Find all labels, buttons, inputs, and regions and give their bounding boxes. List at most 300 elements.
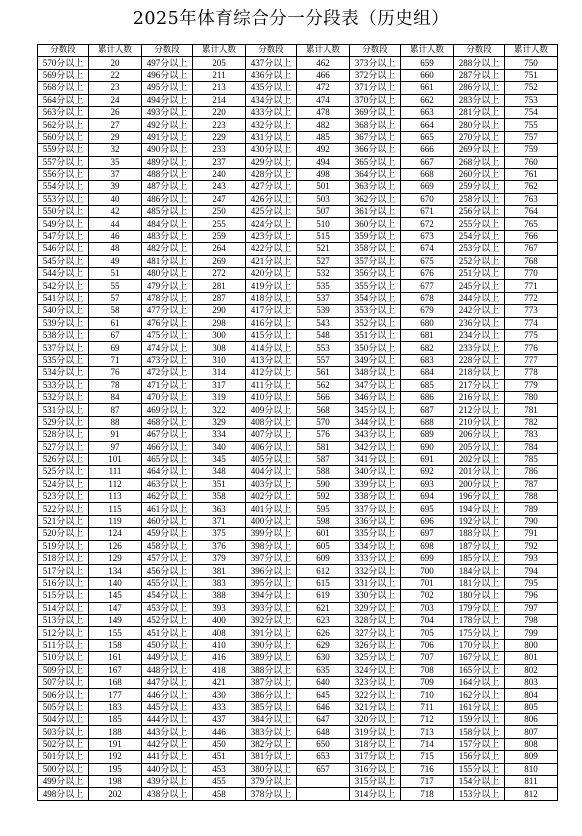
- score-range-cell: 490分以上: [142, 144, 193, 156]
- table-row: [38, 553, 558, 565]
- cumulative-count-cell: 792: [505, 540, 558, 552]
- score-range-cell: 391分以上: [246, 627, 297, 639]
- score-range-cell: 418分以上: [246, 292, 297, 304]
- score-range-cell: 434分以上: [246, 94, 297, 106]
- cumulative-count-cell: 363: [193, 503, 246, 515]
- score-range-cell: 438分以上: [142, 788, 193, 800]
- score-range-cell: 355分以上: [350, 280, 401, 292]
- table-row: [38, 763, 558, 775]
- cumulative-count-cell: 192: [89, 751, 142, 763]
- cumulative-count-cell: 788: [505, 491, 558, 503]
- table-row: [38, 503, 558, 515]
- table-row: [38, 639, 558, 651]
- cumulative-count-cell: 375: [193, 528, 246, 540]
- score-range-cell: 361分以上: [350, 206, 401, 218]
- cumulative-count-cell: 650: [297, 738, 350, 750]
- cumulative-count-cell: 61: [89, 317, 142, 329]
- cumulative-count-cell: 774: [505, 317, 558, 329]
- score-range-cell: 499分以上: [38, 776, 89, 788]
- score-range-cell: 320分以上: [350, 714, 401, 726]
- table-row: [38, 714, 558, 726]
- cumulative-count-cell: 214: [193, 94, 246, 106]
- score-range-cell: 519分以上: [38, 540, 89, 552]
- cumulative-count-cell: 802: [505, 664, 558, 676]
- score-range-cell: 188分以上: [454, 528, 505, 540]
- cumulative-count-cell: 478: [297, 106, 350, 118]
- table-row: [38, 243, 558, 255]
- cumulative-count-cell: 581: [297, 441, 350, 453]
- score-range-cell: 401分以上: [246, 503, 297, 515]
- cumulative-count-cell: 688: [401, 416, 454, 428]
- score-range-cell: 468分以上: [142, 416, 193, 428]
- score-range-cell: 485分以上: [142, 206, 193, 218]
- score-range-cell: 447分以上: [142, 676, 193, 688]
- score-range-cell: 550分以上: [38, 206, 89, 218]
- score-range-cell: 524分以上: [38, 478, 89, 490]
- score-range-cell: 259分以上: [454, 181, 505, 193]
- cumulative-count-cell: 113: [89, 491, 142, 503]
- score-range-cell: 433分以上: [246, 106, 297, 118]
- table-row: [38, 453, 558, 465]
- table-row: [38, 131, 558, 143]
- cumulative-count-cell: 430: [193, 689, 246, 701]
- cumulative-count-cell: 101: [89, 453, 142, 465]
- score-range-cell: 478分以上: [142, 292, 193, 304]
- score-range-cell: 559分以上: [38, 144, 89, 156]
- score-range-cell: 541分以上: [38, 292, 89, 304]
- score-range-cell: 445分以上: [142, 701, 193, 713]
- cumulative-count-cell: 664: [401, 119, 454, 131]
- score-range-cell: 206分以上: [454, 429, 505, 441]
- cumulative-count-cell: 659: [401, 57, 454, 69]
- score-range-cell: 196分以上: [454, 491, 505, 503]
- cumulative-count-cell: 590: [297, 478, 350, 490]
- cumulative-count-cell: 775: [505, 329, 558, 341]
- cumulative-count-cell: 358: [193, 491, 246, 503]
- score-range-cell: 153分以上: [454, 788, 505, 800]
- cumulative-count-cell: 22: [89, 69, 142, 81]
- score-range-cell: 425分以上: [246, 206, 297, 218]
- score-range-cell: 450分以上: [142, 639, 193, 651]
- table-row: [38, 156, 558, 168]
- score-range-cell: 557分以上: [38, 156, 89, 168]
- score-range-cell: 522分以上: [38, 503, 89, 515]
- score-range-cell: 242分以上: [454, 305, 505, 317]
- score-range-cell: 329分以上: [350, 602, 401, 614]
- cumulative-count-cell: 667: [401, 156, 454, 168]
- cumulative-count-cell: 698: [401, 540, 454, 552]
- cumulative-count-cell: 718: [401, 788, 454, 800]
- score-range-cell: 413分以上: [246, 354, 297, 366]
- score-range-cell: 268分以上: [454, 156, 505, 168]
- score-range-cell: 388分以上: [246, 664, 297, 676]
- cumulative-count-cell: 521: [297, 243, 350, 255]
- table-row: [38, 726, 558, 738]
- cumulative-count-cell: 683: [401, 354, 454, 366]
- score-range-cell: 216分以上: [454, 391, 505, 403]
- cumulative-count-cell: 485: [297, 131, 350, 143]
- cumulative-count-cell: 807: [505, 726, 558, 738]
- cumulative-count-cell: 202: [89, 788, 142, 800]
- score-range-cell: 331分以上: [350, 577, 401, 589]
- cumulative-count-cell: 782: [505, 416, 558, 428]
- score-range-cell: 251分以上: [454, 268, 505, 280]
- score-range-cell: 332分以上: [350, 565, 401, 577]
- score-range-cell: 487分以上: [142, 181, 193, 193]
- table-row: [38, 602, 558, 614]
- score-range-cell: 568分以上: [38, 82, 89, 94]
- table-row: [38, 689, 558, 701]
- cumulative-count-cell: 797: [505, 602, 558, 614]
- header-score-range: 分数段: [142, 45, 193, 57]
- score-range-cell: 414分以上: [246, 342, 297, 354]
- cumulative-count-cell: 87: [89, 404, 142, 416]
- cumulative-count-cell: 408: [193, 627, 246, 639]
- score-range-cell: 431分以上: [246, 131, 297, 143]
- cumulative-count-cell: 314: [193, 367, 246, 379]
- score-range-cell: 517分以上: [38, 565, 89, 577]
- table-row: [38, 255, 558, 267]
- score-range-cell: 449分以上: [142, 652, 193, 664]
- cumulative-count-cell: 675: [401, 255, 454, 267]
- score-range-cell: 365分以上: [350, 156, 401, 168]
- score-range-cell: 390分以上: [246, 639, 297, 651]
- score-range-cell: 532分以上: [38, 391, 89, 403]
- score-range-cell: 180分以上: [454, 590, 505, 602]
- cumulative-count-cell: 140: [89, 577, 142, 589]
- score-range-cell: 200分以上: [454, 478, 505, 490]
- table-row: [38, 466, 558, 478]
- cumulative-count-cell: 300: [193, 329, 246, 341]
- cumulative-count-cell: 145: [89, 590, 142, 602]
- cumulative-count-cell: 39: [89, 181, 142, 193]
- cumulative-count-cell: 601: [297, 528, 350, 540]
- score-range-cell: 404分以上: [246, 466, 297, 478]
- cumulative-count-cell: 220: [193, 106, 246, 118]
- score-range-cell: 477分以上: [142, 305, 193, 317]
- cumulative-count-cell: 773: [505, 305, 558, 317]
- cumulative-count-cell: 765: [505, 218, 558, 230]
- score-range-cell: 439分以上: [142, 776, 193, 788]
- score-range-cell: 346分以上: [350, 391, 401, 403]
- cumulative-count-cell: 809: [505, 751, 558, 763]
- score-range-cell: 392分以上: [246, 614, 297, 626]
- cumulative-count-cell: 492: [297, 144, 350, 156]
- score-range-cell: 192分以上: [454, 515, 505, 527]
- score-range-cell: 546分以上: [38, 243, 89, 255]
- table-row: [38, 441, 558, 453]
- score-range-cell: 334分以上: [350, 540, 401, 552]
- cumulative-count-cell: 681: [401, 329, 454, 341]
- cumulative-count-cell: 46: [89, 230, 142, 242]
- cumulative-count-cell: 695: [401, 503, 454, 515]
- score-range-cell: 523分以上: [38, 491, 89, 503]
- score-range-cell: 409分以上: [246, 404, 297, 416]
- score-range-cell: 405分以上: [246, 453, 297, 465]
- cumulative-count-cell: 482: [297, 119, 350, 131]
- score-range-cell: 484分以上: [142, 218, 193, 230]
- cumulative-count-cell: 793: [505, 553, 558, 565]
- score-range-cell: 228分以上: [454, 354, 505, 366]
- score-range-cell: 359分以上: [350, 230, 401, 242]
- cumulative-count-cell: 298: [193, 317, 246, 329]
- score-range-cell: 358分以上: [350, 243, 401, 255]
- cumulative-count-cell: 379: [193, 553, 246, 565]
- score-range-cell: 474分以上: [142, 342, 193, 354]
- score-range-cell: 455分以上: [142, 577, 193, 589]
- cumulative-count-cell: 692: [401, 466, 454, 478]
- score-range-cell: 368分以上: [350, 119, 401, 131]
- score-range-cell: 564分以上: [38, 94, 89, 106]
- cumulative-count-cell: 612: [297, 565, 350, 577]
- cumulative-count-cell: 666: [401, 144, 454, 156]
- table-row: [38, 367, 558, 379]
- cumulative-count-cell: 223: [193, 119, 246, 131]
- score-range-cell: 430分以上: [246, 144, 297, 156]
- cumulative-count-cell: 55: [89, 280, 142, 292]
- score-range-cell: 270分以上: [454, 131, 505, 143]
- score-range-cell: 286分以上: [454, 82, 505, 94]
- score-range-cell: 510分以上: [38, 652, 89, 664]
- cumulative-count-cell: 662: [401, 94, 454, 106]
- score-range-cell: 342分以上: [350, 441, 401, 453]
- score-range-cell: 253分以上: [454, 243, 505, 255]
- header-cumulative-count: 累计人数: [505, 45, 558, 57]
- cumulative-count-cell: 535: [297, 280, 350, 292]
- cumulative-count-cell: 149: [89, 614, 142, 626]
- cumulative-count-cell: 592: [297, 491, 350, 503]
- score-range-cell: 435分以上: [246, 82, 297, 94]
- cumulative-count-cell: 798: [505, 614, 558, 626]
- score-range-cell: 317分以上: [350, 751, 401, 763]
- cumulative-count-cell: 129: [89, 553, 142, 565]
- score-range-cell: 463分以上: [142, 478, 193, 490]
- cumulative-count-cell: 185: [89, 714, 142, 726]
- score-range-cell: 400分以上: [246, 515, 297, 527]
- cumulative-count-cell: 348: [193, 466, 246, 478]
- score-range-cell: 363分以上: [350, 181, 401, 193]
- cumulative-count-cell: 111: [89, 466, 142, 478]
- score-range-cell: 378分以上: [246, 788, 297, 800]
- score-range-cell: 531分以上: [38, 404, 89, 416]
- score-range-cell: 244分以上: [454, 292, 505, 304]
- cumulative-count-cell: 661: [401, 82, 454, 94]
- cumulative-count-cell: 750: [505, 57, 558, 69]
- table-body: [38, 57, 558, 800]
- score-range-cell: 399分以上: [246, 528, 297, 540]
- score-range-cell: 441分以上: [142, 751, 193, 763]
- score-range-cell: 442分以上: [142, 738, 193, 750]
- cumulative-count-cell: 680: [401, 317, 454, 329]
- cumulative-count-cell: 780: [505, 391, 558, 403]
- score-range-cell: 459分以上: [142, 528, 193, 540]
- header-cumulative-count: 累计人数: [193, 45, 246, 57]
- cumulative-count-cell: 764: [505, 206, 558, 218]
- cumulative-count-cell: 771: [505, 280, 558, 292]
- cumulative-count-cell: 69: [89, 342, 142, 354]
- cumulative-count-cell: 84: [89, 391, 142, 403]
- table-row: [38, 701, 558, 713]
- header-cumulative-count: 累计人数: [297, 45, 350, 57]
- table-row: [38, 181, 558, 193]
- score-range-cell: 513分以上: [38, 614, 89, 626]
- score-range-cell: 287分以上: [454, 69, 505, 81]
- score-range-cell: 369分以上: [350, 106, 401, 118]
- cumulative-count-cell: 188: [89, 726, 142, 738]
- table-row: [38, 491, 558, 503]
- cumulative-count-cell: 804: [505, 689, 558, 701]
- score-range-cell: 352分以上: [350, 317, 401, 329]
- cumulative-count-cell: 689: [401, 429, 454, 441]
- cumulative-count-cell: 777: [505, 354, 558, 366]
- score-range-cell: 357分以上: [350, 255, 401, 267]
- score-range-cell: 344分以上: [350, 416, 401, 428]
- cumulative-count-cell: 657: [297, 763, 350, 775]
- cumulative-count-cell: 576: [297, 429, 350, 441]
- score-range-cell: 218分以上: [454, 367, 505, 379]
- cumulative-count-cell: 714: [401, 738, 454, 750]
- cumulative-count-cell: 691: [401, 453, 454, 465]
- score-range-cell: 553分以上: [38, 193, 89, 205]
- score-range-cell: 398分以上: [246, 540, 297, 552]
- cumulative-count-cell: 648: [297, 726, 350, 738]
- table-row: [38, 82, 558, 94]
- cumulative-count-cell: 416: [193, 652, 246, 664]
- score-range-cell: 419分以上: [246, 280, 297, 292]
- cumulative-count-cell: 264: [193, 243, 246, 255]
- table-row: [38, 69, 558, 81]
- score-range-cell: 255分以上: [454, 218, 505, 230]
- cumulative-count-cell: 609: [297, 553, 350, 565]
- cumulative-count-cell: 794: [505, 565, 558, 577]
- score-range-cell: 396分以上: [246, 565, 297, 577]
- score-range-cell: 252分以上: [454, 255, 505, 267]
- cumulative-count-cell: 800: [505, 639, 558, 651]
- score-range-cell: 472分以上: [142, 367, 193, 379]
- score-range-cell: 281分以上: [454, 106, 505, 118]
- cumulative-count-cell: 781: [505, 404, 558, 416]
- score-range-cell: 491分以上: [142, 131, 193, 143]
- score-range-cell: 370分以上: [350, 94, 401, 106]
- cumulative-count-cell: 42: [89, 206, 142, 218]
- cumulative-count-cell: 494: [297, 156, 350, 168]
- table-row: [38, 268, 558, 280]
- score-range-cell: 330分以上: [350, 590, 401, 602]
- cumulative-count-cell: 615: [297, 577, 350, 589]
- score-range-cell: 380分以上: [246, 763, 297, 775]
- score-range-cell: 393分以上: [246, 602, 297, 614]
- score-range-cell: 504分以上: [38, 714, 89, 726]
- cumulative-count-cell: 760: [505, 156, 558, 168]
- table-row: [38, 404, 558, 416]
- table-row: [38, 614, 558, 626]
- header-score-range: 分数段: [454, 45, 505, 57]
- score-range-cell: 539分以上: [38, 317, 89, 329]
- score-range-cell: 475分以上: [142, 329, 193, 341]
- cumulative-count-cell: 88: [89, 416, 142, 428]
- cumulative-count-cell: 351: [193, 478, 246, 490]
- cumulative-count-cell: 532: [297, 268, 350, 280]
- cumulative-count-cell: 605: [297, 540, 350, 552]
- score-range-cell: 544分以上: [38, 268, 89, 280]
- cumulative-count-cell: 690: [401, 441, 454, 453]
- score-range-cell: 258分以上: [454, 193, 505, 205]
- score-range-cell: 529分以上: [38, 416, 89, 428]
- score-range-cell: 533分以上: [38, 379, 89, 391]
- cumulative-count-cell: 44: [89, 218, 142, 230]
- score-range-cell: 464分以上: [142, 466, 193, 478]
- table-row: [38, 144, 558, 156]
- table-row: [38, 106, 558, 118]
- score-range-cell: 170分以上: [454, 639, 505, 651]
- score-range-cell: 514分以上: [38, 602, 89, 614]
- score-range-cell: 338分以上: [350, 491, 401, 503]
- cumulative-count-cell: 287: [193, 292, 246, 304]
- score-range-cell: 570分以上: [38, 57, 89, 69]
- score-range-cell: 283分以上: [454, 94, 505, 106]
- score-range-cell: 503分以上: [38, 726, 89, 738]
- cumulative-count-cell: 647: [297, 714, 350, 726]
- cumulative-count-cell: 112: [89, 478, 142, 490]
- score-range-cell: 280分以上: [454, 119, 505, 131]
- cumulative-count-cell: 329: [193, 416, 246, 428]
- cumulative-count-cell: 418: [193, 664, 246, 676]
- cumulative-count-cell: 630: [297, 652, 350, 664]
- cumulative-count-cell: 450: [193, 738, 246, 750]
- score-range-cell: 410分以上: [246, 391, 297, 403]
- score-range-cell: 549分以上: [38, 218, 89, 230]
- score-range-cell: 563分以上: [38, 106, 89, 118]
- score-range-cell: 448分以上: [142, 664, 193, 676]
- cumulative-count-cell: 527: [297, 255, 350, 267]
- score-range-cell: 185分以上: [454, 553, 505, 565]
- score-range-cell: 364分以上: [350, 168, 401, 180]
- cumulative-count-cell: 177: [89, 689, 142, 701]
- cumulative-count-cell: 255: [193, 218, 246, 230]
- cumulative-count-cell: 393: [193, 602, 246, 614]
- score-range-cell: 486分以上: [142, 193, 193, 205]
- cumulative-count-cell: 158: [89, 639, 142, 651]
- cumulative-count-cell: 672: [401, 218, 454, 230]
- score-range-cell: 461分以上: [142, 503, 193, 515]
- cumulative-count-cell: 155: [89, 627, 142, 639]
- cumulative-count-cell: 759: [505, 144, 558, 156]
- cumulative-count-cell: 462: [297, 57, 350, 69]
- cumulative-count-cell: 755: [505, 119, 558, 131]
- cumulative-count-cell: 761: [505, 168, 558, 180]
- score-range-cell: 521分以上: [38, 515, 89, 527]
- score-range-cell: 444分以上: [142, 714, 193, 726]
- score-range-cell: 321分以上: [350, 701, 401, 713]
- cumulative-count-cell: 548: [297, 329, 350, 341]
- cumulative-count-cell: 183: [89, 701, 142, 713]
- cumulative-count-cell: 762: [505, 181, 558, 193]
- cumulative-count-cell: 213: [193, 82, 246, 94]
- score-range-cell: 162分以上: [454, 689, 505, 701]
- cumulative-count-cell: 57: [89, 292, 142, 304]
- cumulative-count-cell: 211: [193, 69, 246, 81]
- cumulative-count-cell: 704: [401, 614, 454, 626]
- score-range-cell: 333分以上: [350, 553, 401, 565]
- score-range-cell: 324分以上: [350, 664, 401, 676]
- table-row: [38, 676, 558, 688]
- score-range-cell: 408分以上: [246, 416, 297, 428]
- table-row: [38, 751, 558, 763]
- cumulative-count-cell: 707: [401, 652, 454, 664]
- cumulative-count-cell: 503: [297, 193, 350, 205]
- cumulative-count-cell: 711: [401, 701, 454, 713]
- score-range-cell: 415分以上: [246, 329, 297, 341]
